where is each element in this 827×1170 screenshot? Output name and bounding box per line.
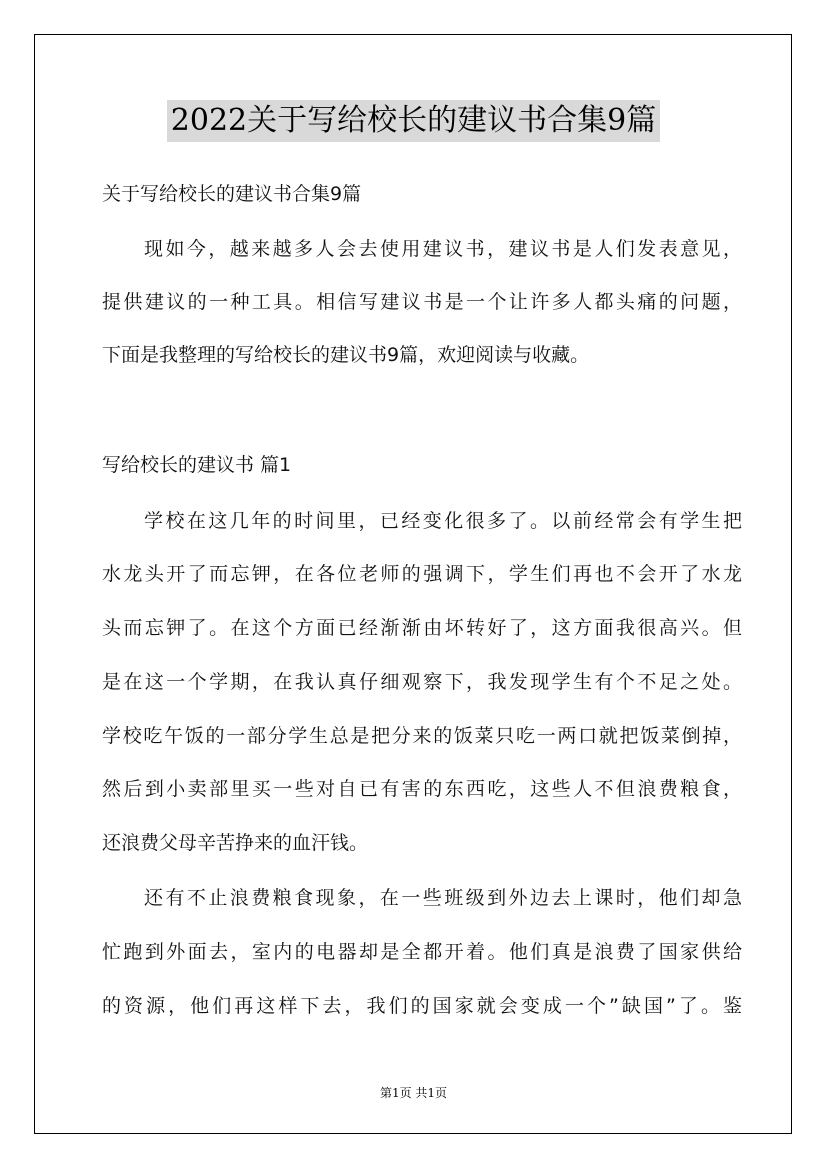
para2-line-3: 的资源，他们再这样下去，我们的国家就会变成一个”缺国”了。鉴 — [102, 995, 742, 1017]
para1-line-4: 是在这一个学期，在我认真仔细观察下，我发现学生有个不足之处。 — [102, 671, 742, 693]
para1-line-2: 水龙头开了而忘钾，在各位老师的强调下，学生们再也不会开了水龙 — [102, 563, 742, 585]
section-heading: 写给校长的建议书 篇1 — [102, 454, 292, 476]
document-subtitle: 关于写给校长的建议书合集9篇 — [102, 183, 362, 205]
para1-line-6: 然后到小卖部里买一些对自已有害的东西吃，这些人不但浪费粮食， — [102, 778, 742, 800]
intro-line-2: 提供建议的一种工具。相信写建议书是一个让许多人都头痛的问题， — [102, 291, 742, 313]
document-title-text: 2022关于写给校长的建议书合集9篇 — [167, 100, 660, 142]
document-title — [0, 100, 827, 142]
intro-line-1: 现如今，越来越多人会去使用建议书，建议书是人们发表意见， — [144, 238, 742, 260]
para1-line-5: 学校吃午饭的一部分学生总是把分来的饭菜只吃一两口就把饭菜倒掉， — [102, 725, 742, 747]
para1-line-7: 还浪费父母辛苦挣来的血汗钱。 — [102, 832, 369, 854]
page-footer: 第1页 共1页 — [379, 1086, 448, 1100]
para2-line-2: 忙跑到外面去，室内的电器却是全都开着。他们真是浪费了国家供给 — [102, 941, 742, 963]
para1-line-1: 学校在这几年的时间里，已经变化很多了。以前经常会有学生把 — [144, 510, 742, 532]
para2-line-1: 还有不止浪费粮食现象，在一些班级到外边去上课时，他们却急 — [144, 887, 742, 909]
intro-line-3: 下面是我整理的写给校长的建议书9篇，欢迎阅读与收藏。 — [102, 344, 590, 366]
para1-line-3: 头而忘钾了。在这个方面已经渐渐由坏转好了，这方面我很高兴。但 — [102, 617, 742, 639]
